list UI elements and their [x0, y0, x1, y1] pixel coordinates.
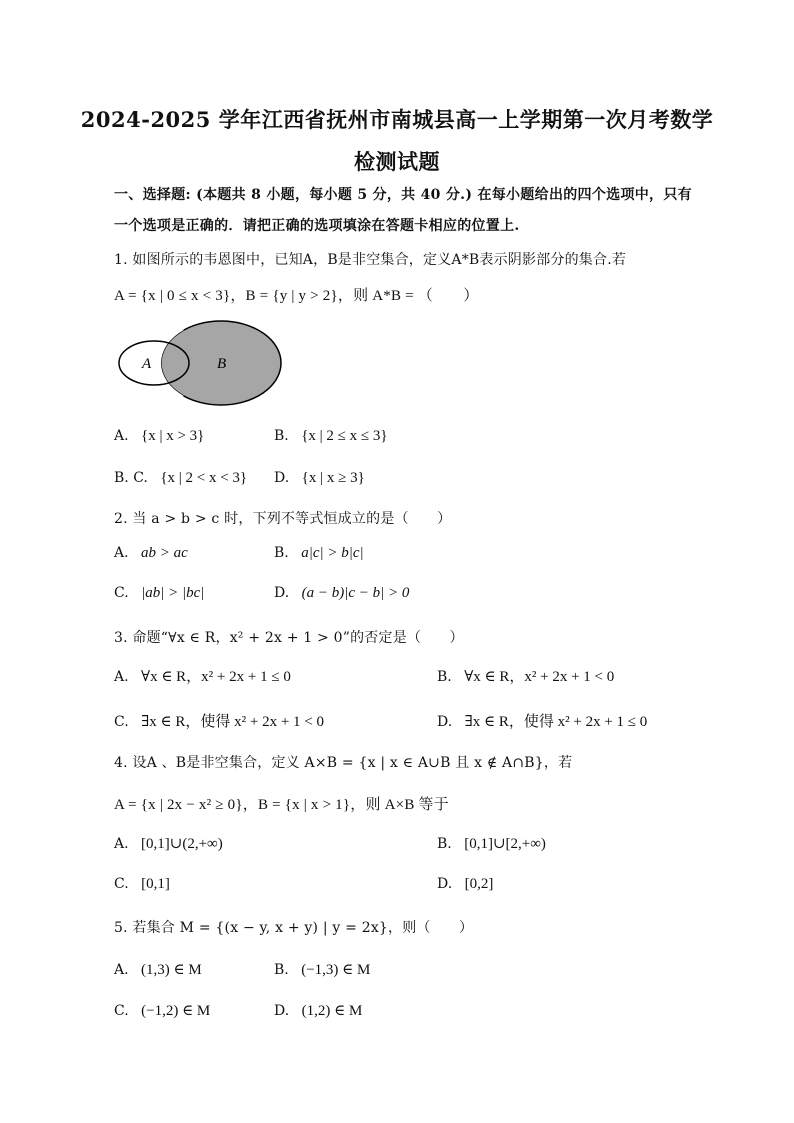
q1-option-d	[274, 470, 365, 487]
option-text: ∀x ∈ R，x² + 2x + 1 ≤ 0	[141, 669, 291, 685]
q2-option-a	[114, 545, 188, 562]
q2-option-c	[114, 585, 204, 602]
option-key: B.	[437, 836, 452, 852]
option-text: {x | 2 ≤ x ≤ 3}	[301, 428, 388, 444]
option-text: [0,2]	[464, 876, 494, 892]
option-text: ∃x ∈ R，使得 x² + 2x + 1 ≤ 0	[464, 714, 648, 730]
option-text: [0,1]∪[2,+∞)	[464, 836, 546, 852]
option-text: a|c| > b|c|	[301, 545, 364, 561]
option-text: {x | x ≥ 3}	[301, 470, 365, 486]
q1-option-c	[114, 470, 247, 487]
option-text: ∀x ∈ R，x² + 2x + 1 < 0	[464, 669, 615, 685]
q3-option-c	[114, 710, 324, 731]
option-key: A.	[114, 836, 129, 852]
option-text: [0,1]	[141, 876, 170, 892]
q5-option-d	[274, 1001, 362, 1020]
option-text: (a − b)|c − b| > 0	[301, 585, 410, 601]
option-key: D.	[274, 470, 290, 486]
option-key: D.	[274, 1003, 290, 1019]
option-key: C.	[114, 585, 129, 601]
q1-stem-sets: A = {x | 0 ≤ x < 3}，B = {y | y > 2}，则 A*B = （ ）	[114, 288, 479, 304]
option-key: A.	[114, 669, 129, 685]
q5-option-a	[114, 960, 202, 979]
q4-option-a	[114, 834, 223, 853]
option-text: (1,2) ∈ M	[301, 1003, 363, 1019]
q1-stem: 1. 如图所示的韦恩图中，已知A，B是非空集合，定义A*B表示阴影部分的集合.若	[114, 252, 627, 268]
q3-option-b	[437, 665, 614, 686]
q3-stem: 3. 命题“∀x ∈ R，x² + 2x + 1 > 0”的否定是（ ）	[114, 630, 464, 646]
venn-label-a: A	[142, 356, 152, 372]
section-header: 一、选择题: (本题共 8 小题，每小题 5 分，共 40 分.) 在每小题给出的四个选项中，只有	[114, 187, 692, 203]
q5-option-c	[114, 1001, 210, 1020]
q3-option-a	[114, 665, 291, 686]
venn-diagram	[114, 318, 294, 410]
option-key: D.	[274, 585, 290, 601]
option-text: ∃x ∈ R，使得 x² + 2x + 1 < 0	[141, 714, 324, 730]
q2-stem: 2. 当 a > b > c 时，下列不等式恒成立的是（ ）	[114, 511, 452, 527]
q2-option-d	[274, 585, 409, 602]
page-title: 2024-2025 学年江西省抚州市南城县高一上学期第一次月考数学	[80, 107, 714, 132]
q5-stem: 5. 若集合 M = {(x − y, x + y) | y = 2x}，则（ ）	[114, 920, 474, 936]
q2-option-b	[274, 545, 364, 562]
section-header-line2: 一个选项是正确的．请把正确的选项填涂在答题卡相应的位置上.	[114, 218, 520, 234]
option-text: |ab| > |bc|	[141, 585, 205, 601]
q4-option-b	[437, 834, 546, 853]
option-key: D.	[437, 876, 453, 892]
option-text: (−1,3) ∈ M	[301, 962, 371, 978]
q4-stem: 4. 设A 、B是非空集合，定义 A×B = {x | x ∈ A∪B 且 x ∉ A∩B}，若	[114, 755, 573, 771]
option-key: B.	[437, 669, 452, 685]
option-key: B.	[274, 545, 289, 561]
option-key: C.	[114, 876, 129, 892]
option-text: {x | 2 < x < 3}	[160, 470, 248, 486]
option-key: A.	[114, 962, 129, 978]
venn-label-b: B	[217, 356, 227, 372]
option-key: C.	[114, 1003, 129, 1019]
option-text: [0,1]∪(2,+∞)	[141, 836, 223, 852]
option-key: A.	[114, 428, 129, 444]
q3-option-d	[437, 710, 647, 731]
option-key: A.	[114, 545, 129, 561]
option-key: B.	[274, 428, 289, 444]
option-text: ab > ac	[141, 545, 188, 561]
option-key: C.	[114, 714, 129, 730]
option-key: D.	[437, 714, 453, 730]
q4-option-d	[437, 876, 493, 893]
q4-stem-sets: A = {x | 2x − x² ≥ 0}，B = {x | x > 1}，则 A×B 等于	[114, 797, 449, 813]
option-text: {x | x > 3}	[141, 428, 205, 444]
q1-option-a	[114, 428, 204, 445]
page-title-line2: 检测试题	[354, 149, 440, 174]
q1-option-b	[274, 428, 388, 445]
q4-option-c	[114, 876, 170, 893]
option-key: B. C.	[114, 470, 148, 486]
option-text: (1,3) ∈ M	[141, 962, 202, 978]
option-text: (−1,2) ∈ M	[141, 1003, 211, 1019]
option-key: B.	[274, 962, 289, 978]
q5-option-b	[274, 960, 370, 979]
